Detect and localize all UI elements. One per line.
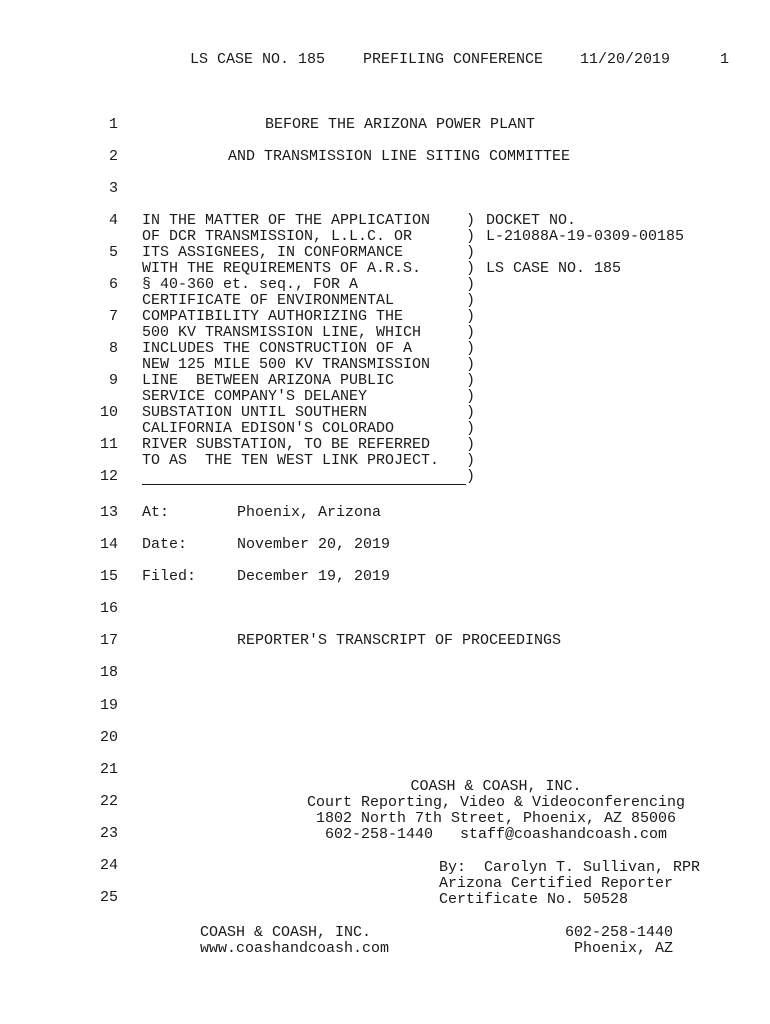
line-number: 15 (99, 568, 118, 585)
caption-paren: ) (466, 260, 476, 277)
reporter-title: Arizona Certified Reporter (439, 875, 674, 892)
caption-paren: ) (466, 308, 476, 325)
docket-label: DOCKET NO. (486, 212, 577, 229)
firm-contact: 602-258-1440 staff@coashandcoash.com (324, 826, 668, 843)
filed-value: December 19, 2019 (237, 568, 391, 585)
line-number: 4 (108, 212, 118, 229)
line-number: 23 (99, 825, 118, 842)
line-number: 25 (99, 889, 118, 906)
heading-line-1: BEFORE THE ARIZONA POWER PLANT (265, 116, 536, 133)
heading-line-2: AND TRANSMISSION LINE SITING COMMITTEE (228, 148, 571, 165)
caption-paren: ) (466, 324, 476, 341)
caption-line: WITH THE REQUIREMENTS OF A.R.S. (142, 260, 422, 277)
caption-paren: ) (466, 372, 476, 389)
caption-paren: ) (466, 356, 476, 373)
caption-line: 500 KV TRANSMISSION LINE, WHICH (142, 324, 422, 341)
line-number: 17 (99, 632, 118, 649)
line-number: 1 (108, 116, 118, 133)
line-number: 11 (99, 436, 118, 453)
line-number: 8 (108, 340, 118, 357)
reporter-certificate: Certificate No. 50528 (439, 891, 629, 908)
line-number: 6 (108, 276, 118, 293)
caption-line: SERVICE COMPANY'S DELANEY (142, 388, 368, 405)
footer-phone: 602-258-1440 (565, 924, 674, 941)
caption-line: RIVER SUBSTATION, TO BE REFERRED (142, 436, 431, 453)
header-date: 11/20/2019 (580, 51, 671, 68)
caption-line: TO AS THE TEN WEST LINK PROJECT. (142, 452, 440, 469)
caption-paren: ) (466, 212, 476, 229)
caption-paren: ) (466, 276, 476, 293)
caption-paren: ) (466, 228, 476, 245)
line-number: 18 (99, 664, 118, 681)
line-number: 19 (99, 697, 118, 714)
line-number: 20 (99, 729, 118, 746)
reporter-name: By: Carolyn T. Sullivan, RPR (439, 859, 701, 876)
line-number: 10 (99, 404, 118, 421)
line-number: 13 (99, 504, 118, 521)
header-page-number: 1 (720, 51, 730, 68)
transcript-title: REPORTER'S TRANSCRIPT OF PROCEEDINGS (237, 632, 562, 649)
caption-line: ITS ASSIGNEES, IN CONFORMANCE (142, 244, 404, 261)
caption-paren: ) (466, 388, 476, 405)
caption-line: CALIFORNIA EDISON'S COLORADO (142, 420, 395, 437)
line-number: 22 (99, 793, 118, 810)
line-number: 12 (99, 468, 118, 485)
caption-paren: ) (466, 436, 476, 453)
caption-line: IN THE MATTER OF THE APPLICATION (142, 212, 431, 229)
firm-name: COASH & COASH, INC. (410, 778, 582, 795)
line-number: 3 (108, 180, 118, 197)
caption-line: COMPATIBILITY AUTHORIZING THE (142, 308, 404, 325)
line-number: 24 (99, 857, 118, 874)
at-label: At: (142, 504, 170, 521)
firm-address: 1802 North 7th Street, Phoenix, AZ 85006 (315, 810, 677, 827)
date-label: Date: (142, 536, 188, 553)
docket-number: L-21088A-19-0309-00185 (486, 228, 685, 245)
caption-line: INCLUDES THE CONSTRUCTION OF A (142, 340, 413, 357)
line-number: 2 (108, 148, 118, 165)
caption-paren: ) (466, 452, 476, 469)
caption-paren: ) (466, 468, 476, 485)
caption-paren: ) (466, 340, 476, 357)
caption-paren: ) (466, 420, 476, 437)
line-number: 5 (108, 244, 118, 261)
ls-case-number: LS CASE NO. 185 (486, 260, 622, 277)
footer-firm: COASH & COASH, INC. (200, 924, 372, 941)
caption-underline (142, 484, 466, 485)
caption-paren: ) (466, 244, 476, 261)
caption-line: NEW 125 MILE 500 KV TRANSMISSION (142, 356, 431, 373)
header-case: LS CASE NO. 185 (190, 51, 326, 68)
at-value: Phoenix, Arizona (237, 504, 382, 521)
header-title: PREFILING CONFERENCE (363, 51, 544, 68)
caption-line: SUBSTATION UNTIL SOUTHERN (142, 404, 368, 421)
filed-label: Filed: (142, 568, 197, 585)
line-number: 21 (99, 761, 118, 778)
caption-paren: ) (466, 404, 476, 421)
line-number: 16 (99, 600, 118, 617)
caption-line: CERTIFICATE OF ENVIRONMENTAL (142, 292, 395, 309)
caption-line: § 40-360 et. seq., FOR A (142, 276, 359, 293)
caption-line: LINE BETWEEN ARIZONA PUBLIC (142, 372, 395, 389)
caption-line: OF DCR TRANSMISSION, L.L.C. OR (142, 228, 413, 245)
line-number: 9 (108, 372, 118, 389)
firm-services: Court Reporting, Video & Videoconferencing (306, 794, 686, 811)
date-value: November 20, 2019 (237, 536, 391, 553)
line-number: 14 (99, 536, 118, 553)
line-number: 7 (108, 308, 118, 325)
footer-website: www.coashandcoash.com (200, 940, 390, 957)
caption-paren: ) (466, 292, 476, 309)
footer-city: Phoenix, AZ (574, 940, 674, 957)
